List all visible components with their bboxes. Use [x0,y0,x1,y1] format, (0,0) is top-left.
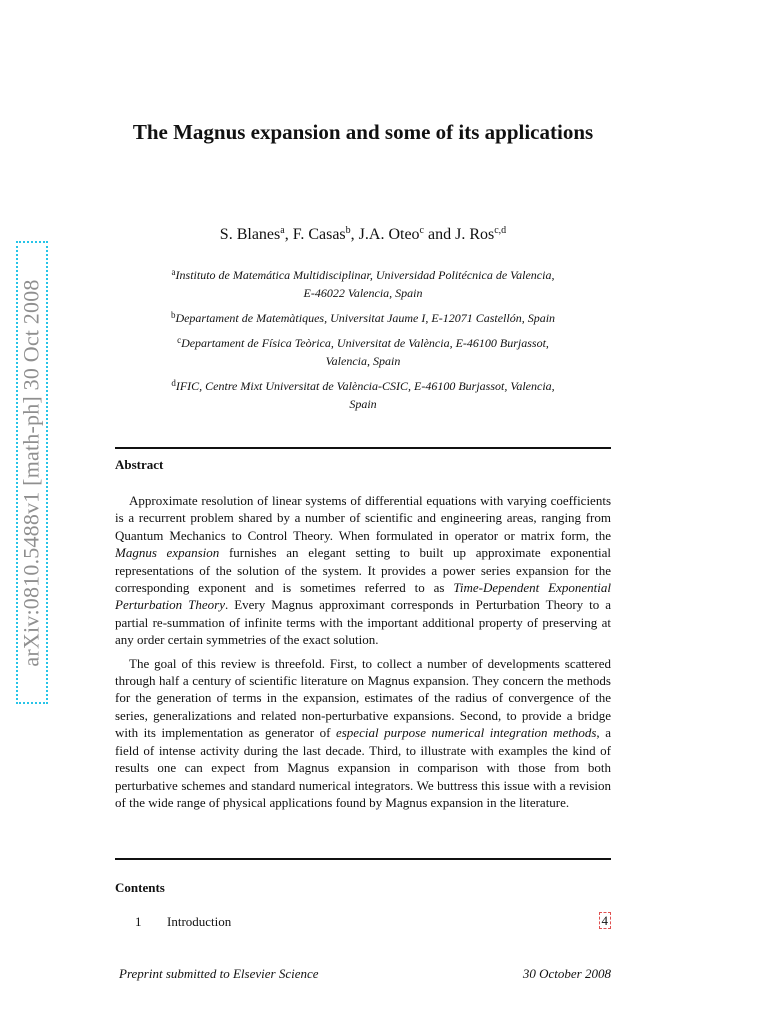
abstract-text: Approximate resolution of linear systems of differential equations with varying coefficients is a recurrent problem shared by a number of scientific and engineering areas, ranging from Quantum Mechanics to Control Theory. When formulated in operator or matrix form, the [115,493,611,543]
author-list [115,225,611,244]
footer-preprint-note: Preprint submitted to Elsevier Science [119,966,319,981]
affiliation-line: Departament de Matemàtiques, Universitat Jaume I, E-12071 Castellón, Spain [175,311,556,325]
affiliation-line: Departament de Física Teòrica, Universitat de València, E-46100 Burjassot, [181,336,549,350]
abstract-heading: Abstract [115,457,164,472]
affiliation-mark: a [171,267,176,277]
arxiv-identifier-stamp[interactable] [16,241,48,704]
abstract-text: . Every Magnus approximant corresponds in Perturbation Theory to a partial re-summation of infinite terms with the important additional property of preserving at any order certain symmetries of the exact solution. [115,597,611,648]
affiliation-line: Valencia, Spain [325,354,401,368]
affiliation [115,263,611,302]
author-affiliation-mark: c,d [494,225,507,236]
contents-heading: Contents [115,880,165,895]
toc-entry-number: 1 [135,914,142,929]
author-separator: , [350,226,359,243]
author: J.A. Oteo [358,226,420,243]
toc-entry-page-link[interactable]: 4 [599,912,612,929]
affiliation-line: E-46022 Valencia, Spain [303,286,423,300]
author-separator: , [284,226,293,243]
affiliation-mark: d [171,378,176,388]
affiliation-line: Spain [349,397,377,411]
affiliation-line: Instituto de Matemática Multidisciplinar, Universidad Politécnica de Valencia, [175,268,555,282]
abstract-top-rule [115,447,611,449]
abstract-bottom-rule [115,858,611,860]
author: F. Casas [292,226,346,243]
toc-entry-title: Introduction [167,914,232,929]
affiliation [115,306,611,327]
author-separator: and [424,226,456,243]
abstract-body [115,492,611,817]
abstract-emphasis: especial purpose numerical integration methods [335,725,597,741]
abstract-emphasis: Time-Dependent Exponential Perturbation Theory [115,580,611,613]
affiliation [115,331,611,370]
author-affiliation-mark: b [345,225,351,236]
author-affiliation-mark: c [419,225,424,236]
affiliation-mark: b [170,310,176,320]
affiliation-line: IFIC, Centre Mixt Universitat de València-CSIC, E-46100 Burjassot, Valencia, [175,379,555,393]
affiliation-list [115,263,611,417]
footer-date: 30 October 2008 [522,966,611,981]
author: J. Ros [455,226,495,243]
arxiv-identifier-text: arXiv:0810.5488v1 [math-ph] 30 Oct 2008 [19,278,44,667]
abstract-text: The goal of this review is threefold. First, to collect a number of developments scattered through half a century of scientific literature on Magnus expansion. They concern the methods for the generation of terms in the expansion, estimates of the radius of convergence of the series, generalizations and related non-perturbative expansions. Second, to provide a bridge with its implementation as generator of [115,655,611,741]
author-affiliation-mark: a [280,225,285,236]
abstract-paragraph [115,492,611,649]
affiliation-mark: c [177,335,182,345]
abstract-text: , a field of intense activity during the last decade. Third, to illustrate with examples the kind of results one can expect from Magnus expansion in comparison with those from both perturbative schemes and standard numerical integrators. We buttress this issue with a revision of the wide range of physical applications found by Magnus expansion in the literature. [115,725,611,810]
paper-title: The Magnus expansion and some of its applications [132,120,594,144]
abstract-paragraph [115,655,611,812]
author: S. Blanes [219,226,281,243]
abstract-emphasis: Magnus expansion [115,545,220,561]
abstract-text: furnishes an elegant setting to built up approximate exponential representations of the solution of the system. It provides a power series expansion for the corresponding exponent and is sometimes referred to as [115,545,611,596]
affiliation [115,374,611,413]
